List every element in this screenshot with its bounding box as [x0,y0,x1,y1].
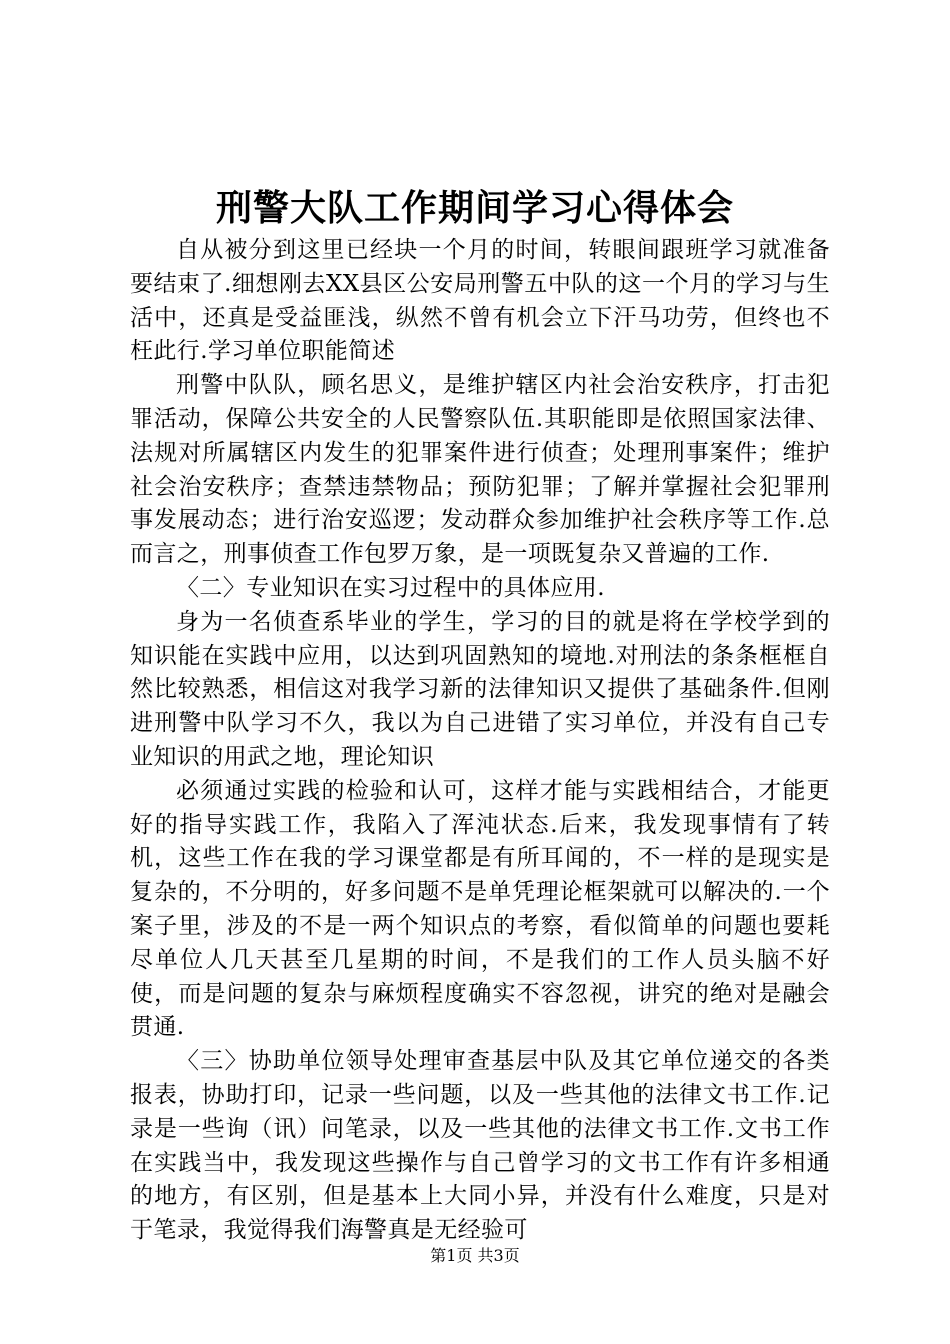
page-footer: 第1页 共3页 [430,1246,520,1265]
document-body [130,234,830,1248]
paragraph-4: 身为一名侦查系毕业的学生，学习的目的就是将在学校学到的知识能在实践中应用，以达到巩固熟知的境地.对刑法的条条框框自然比较熟悉，相信这对我学习新的法律知识又提供了基础条件.但刚进刑警中队学习不久，我以为自己进错了实习单位，并没有自己专业知识的用武之地，理论知识 [130,608,830,770]
paragraph-5: 必须通过实践的检验和认可，这样才能与实践相结合，才能更好的指导实践工作，我陷入了浑沌状态.后来，我发现事情有了转机，这些工作在我的学习课堂都是有所耳闻的，不一样的是现实是复杂的，不分明的，好多问题不是单凭理论框架就可以解决的.一个案子里，涉及的不是一两个知识点的考察，看似简单的问题也要耗尽单位人几天甚至几星期的时间，不是我们的工作人员头脑不好使，而是问题的复杂与麻烦程度确实不容忽视，讲究的绝对是融会贯通. [130,777,830,1041]
paragraph-2: 刑警中队队，顾名思义，是维护辖区内社会治安秩序，打击犯罪活动，保障公共安全的人民警察队伍.其职能即是依照国家法律、法规对所属辖区内发生的犯罪案件进行侦查；处理刑事案件；维护社会治安秩序；查禁违禁物品；预防犯罪；了解并掌握社会犯罪刑事发展动态；进行治安巡逻；发动群众参加维护社会秩序等工作.总而言之，刑事侦查工作包罗万象，是一项既复杂又普遍的工作. [130,372,830,568]
paragraph-3: 〈二〉专业知识在实习过程中的具体应用. [176,574,605,601]
paragraph-6: 〈三〉协助单位领导处理审查基层中队及其它单位递交的各类报表，协助打印，记录一些问题，以及一些其他的法律文书工作.记录是一些询（讯）问笔录，以及一些其他的法律文书工作.文书工作在实践当中，我发现这些操作与自己曾学习的文书工作有许多相通的地方，有区别，但是基本上大同小异，并没有什么难度，只是对于笔录，我觉得我们海警真是无经验可 [130,1048,830,1244]
document-title: 刑警大队工作期间学习心得体会 [215,188,734,229]
paragraph-1: 自从被分到这里已经块一个月的时间，转眼间跟班学习就准备要结束了.细想刚去XX县区公安局刑警五中队的这一个月的学习与生活中，还真是受益匪浅，纵然不曾有机会立下汗马功劳，但终也不枉此行.学习单位职能简述 [130,237,830,365]
